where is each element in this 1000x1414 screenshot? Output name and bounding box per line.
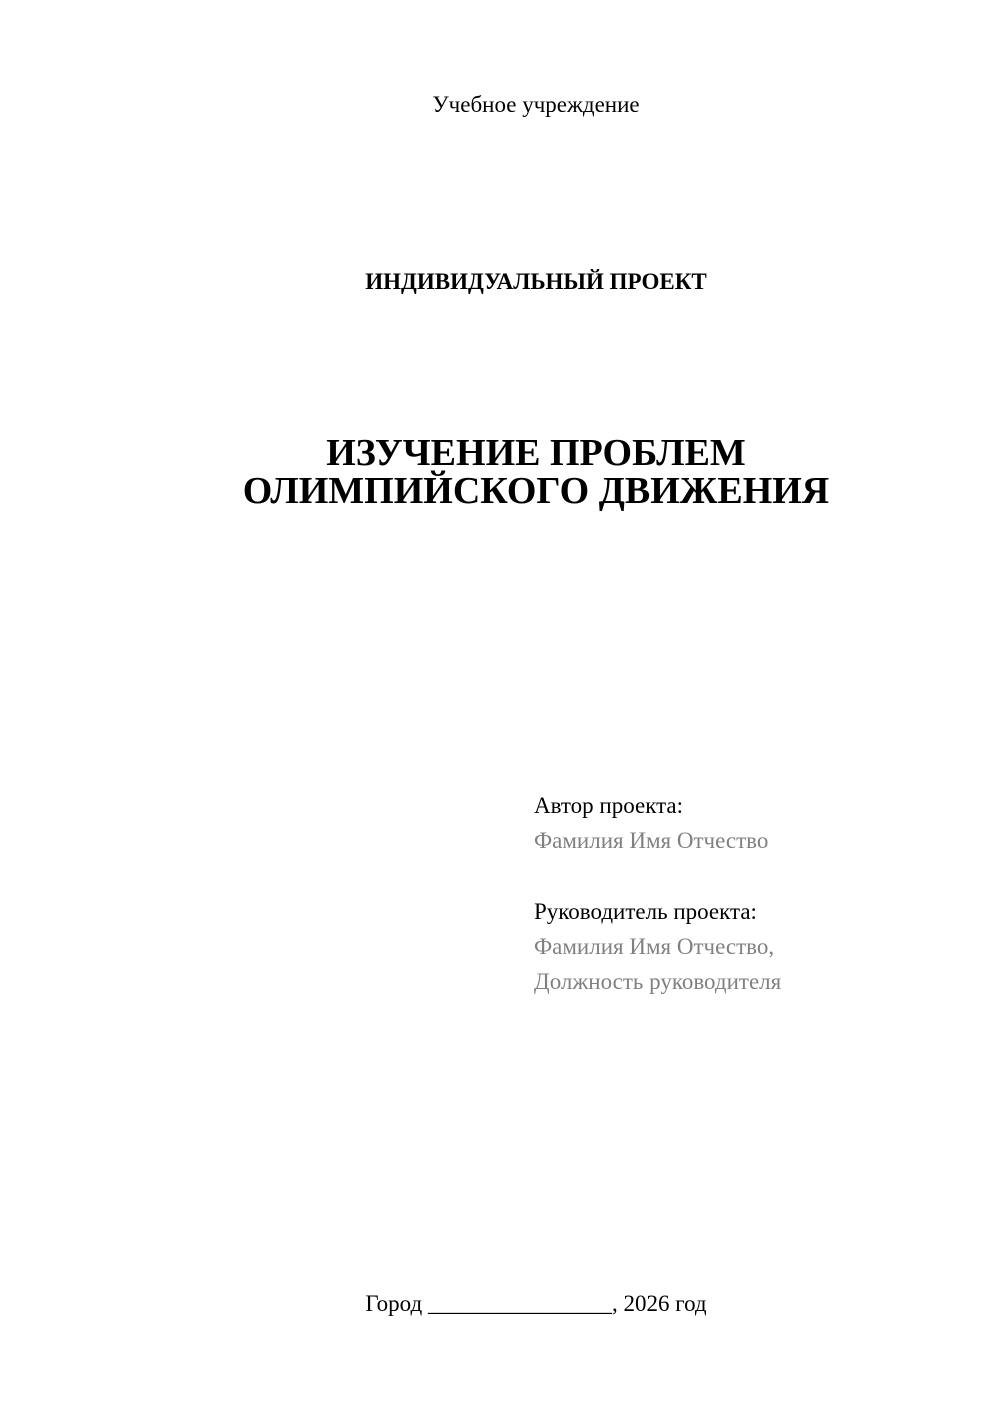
city-blank: ________________ (427, 1291, 612, 1316)
project-credits (534, 788, 974, 999)
supervisor-name: Фамилия Имя Отчество, (534, 934, 775, 959)
document-type: ИНДИВИДУАЛЬНЫЙ ПРОЕКТ (365, 269, 707, 294)
author-name: Фамилия Имя Отчество (534, 828, 769, 853)
document-title-line-1: ИЗУЧЕНИЕ ПРОБЛЕМ (326, 432, 746, 474)
institution-name: Учебное учреждение (432, 92, 640, 117)
document-title (0, 434, 1000, 510)
city-label: Город (365, 1291, 423, 1316)
city-year-line (0, 1289, 1000, 1319)
supervisor-position: Должность руководителя (534, 969, 782, 994)
year-text: , 2026 год (611, 1291, 707, 1316)
document-title-line-2: ОЛИМПИЙСКОГО ДВИЖЕНИЯ (242, 470, 830, 512)
credits-spacer (534, 858, 974, 894)
author-label: Автор проекта: (534, 793, 683, 818)
supervisor-label: Руководитель проекта: (534, 899, 757, 924)
